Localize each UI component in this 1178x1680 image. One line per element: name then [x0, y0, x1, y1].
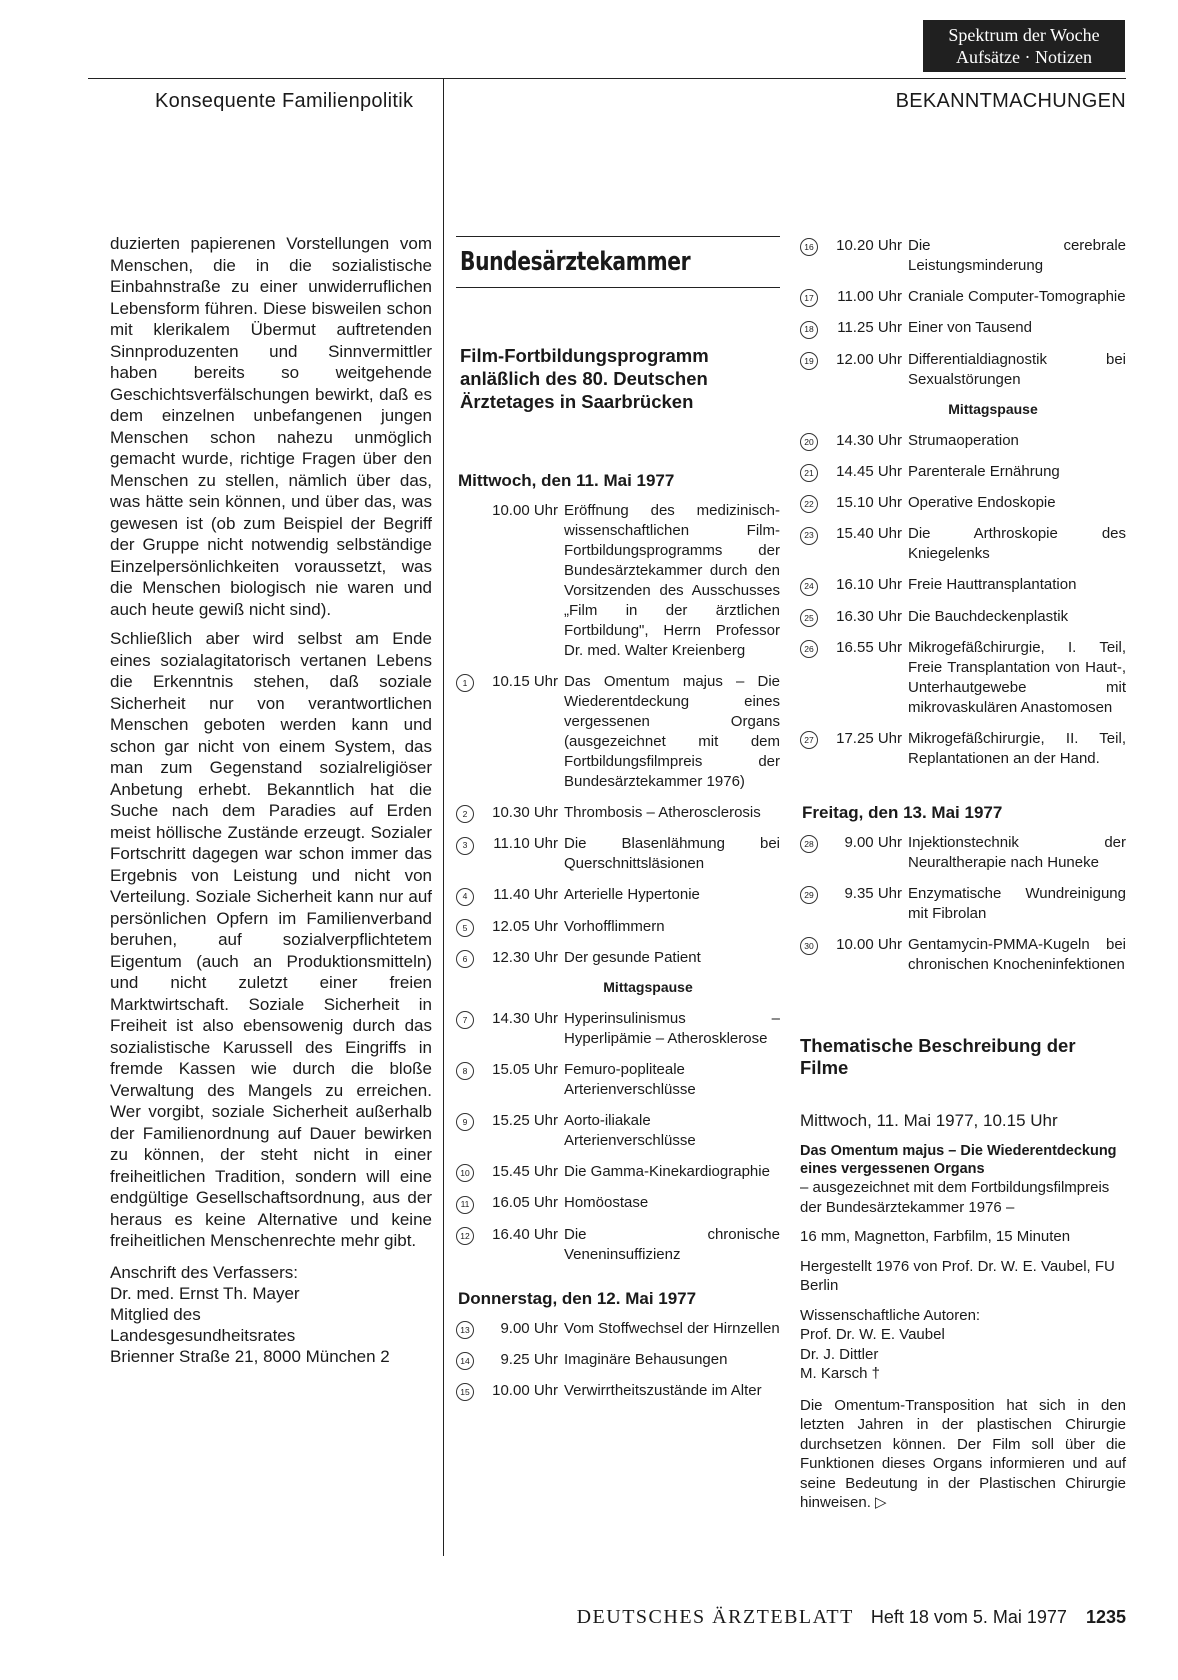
entry-title: Vom Stoffwechsel der Hirnzellen [564, 1319, 780, 1337]
badge-line-2: Aufsätze · Notizen [956, 47, 1092, 67]
entry-number: 18 [800, 321, 818, 339]
issue-info: Heft 18 vom 5. Mai 1977 [870, 1607, 1067, 1627]
entry-number: 24 [800, 578, 818, 596]
film-summary: Die Omentum-Transposition hat sich in den letzten Jahren in der plastischen Chirurgie durchsetzen können. Der Film soll über die Funktionen dieses Organs informieren und auf seine Bedeutung in der Plastischen Chirurgie hinweisen. ▷ [800, 1396, 1126, 1512]
program-entry [456, 1060, 780, 1100]
article-paragraph-1: duzierten papierenen Vorstellungen vom Menschen, die in die sozialistische Einbahnstraße zu einer unwiderruflichen Lebensform führen. Diese bisweilen schon mit klerikalem Übermut auftretenden Sinnproduzenten und Sinnvermittler haben bereits so weitgehende Geschichtsverfälschungen bewirkt, daß es dem einzelnen unbefangenen jungen Menschen schon nahezu unmöglich gemacht wurde, richtige Fragen über den Menschen zu stellen, nämlich über das, was hätte sein können, und über das, was gewesen ist (ob zum Beispiel der Begriff der Gruppe nicht notwendig selbständige Einzelpersönlichkeiten voraussetzt, was die Menschen biologisch nie waren und auch heute gewiß nicht sind). [110, 234, 432, 619]
entry-title: Die Gamma-Kinekardiographie [564, 1163, 770, 1180]
entry-number: 21 [800, 464, 818, 482]
program-entry [800, 236, 1126, 276]
entry-title: Das Omentum majus – Die Wiederentdeckung eines vergessenen Organs (ausgezeichnet mit dem Fortbildungsfilmpreis der Bundesärztekammer 1976) [564, 673, 780, 790]
entry-time: 14.45 Uhr [836, 462, 902, 480]
program-entry [456, 1225, 780, 1265]
entry-time: 11.00 Uhr [837, 288, 902, 305]
entry-time: 10.15 Uhr [492, 673, 558, 690]
program-entry [456, 1009, 780, 1049]
program-entry [800, 524, 1126, 564]
entry-time: 15.45 Uhr [492, 1163, 558, 1180]
authors-list [800, 1325, 1126, 1384]
entry-title: Differentialdiagnostik bei Sexualstörungen [908, 350, 1126, 388]
program-entry [456, 1193, 780, 1213]
program-entry [456, 1319, 780, 1339]
entry-time: 15.10 Uhr [836, 494, 902, 511]
entry-title: Gentamycin-PMMA-Kugeln bei chronischen Knocheninfektionen [908, 935, 1126, 973]
entry-time: 17.25 Uhr [836, 729, 902, 747]
program-entry [800, 493, 1126, 513]
description-heading: Thematische Beschreibung der Filme [800, 1034, 1076, 1078]
program-entry [800, 935, 1126, 975]
entry-number: 20 [800, 433, 818, 451]
entry-title: Homöostase [564, 1194, 649, 1212]
description-dateline: Mittwoch, 11. Mai 1977, 10.15 Uhr [800, 1110, 1058, 1130]
film-title: Das Omentum majus – Die Wiederentdeckung eines vergessenen Organs [800, 1143, 1117, 1178]
entry-number: 5 [456, 919, 474, 937]
entry-title: Injektionstechnik der Neuraltherapie nach Huneke [908, 833, 1126, 871]
entry-title: Enzymatische Wundreinigung mit Fibrolan [908, 884, 1126, 922]
entry-title: Die chronische Veneninsuffizienz [564, 1225, 780, 1263]
program-entry [800, 638, 1126, 718]
entry-number: 28 [800, 835, 818, 853]
entry-time: 14.30 Uhr [492, 1010, 558, 1027]
entry-number: 12 [456, 1227, 474, 1245]
entry-time: 9.00 Uhr [844, 833, 902, 851]
entry-number: 8 [456, 1062, 474, 1080]
entry-time: 14.30 Uhr [836, 431, 902, 449]
entry-time: 10.00 Uhr [492, 502, 558, 519]
author-address [110, 1262, 432, 1367]
entry-time: 11.25 Uhr [837, 319, 902, 337]
film-award: – ausgezeichnet mit dem Fortbildungsfilmpreis der Bundesärztekammer 1976 – [800, 1179, 1110, 1216]
program-entry [800, 884, 1126, 924]
entry-time: 9.35 Uhr [844, 884, 902, 902]
entry-number: 15 [456, 1383, 474, 1401]
entry-time: 10.00 Uhr [492, 1382, 558, 1399]
program-entry [800, 431, 1126, 451]
program-entry [800, 318, 1126, 338]
program-entry [456, 803, 780, 823]
program-entry [800, 729, 1126, 769]
entry-time: 9.25 Uhr [500, 1350, 558, 1368]
program-entry [800, 575, 1126, 595]
entry-title: Die Arthroskopie des Kniegelenks [908, 525, 1126, 563]
page-number: 1235 [1085, 1607, 1126, 1627]
entry-time: 9.00 Uhr [500, 1319, 558, 1337]
entry-time: 16.10 Uhr [836, 576, 902, 594]
program-entry [800, 607, 1126, 627]
entry-title: Vorhofflimmern [564, 917, 665, 935]
entry-number: 7 [456, 1011, 474, 1029]
entry-title: Die Bauchdeckenplastik [908, 607, 1069, 625]
entry-number: 14 [456, 1352, 474, 1370]
entry-title: Einer von Tausend [908, 319, 1032, 337]
entry-number: 22 [800, 495, 818, 513]
program-entry [456, 1162, 780, 1182]
entry-title: Hyperinsulinismus – Hyperlipämie – Atherosklerose [564, 1010, 780, 1047]
entry-time: 10.20 Uhr [836, 237, 902, 254]
entry-number: 3 [456, 837, 474, 855]
lunch-break-label: Mittagspause [603, 979, 693, 995]
program-entry [800, 462, 1126, 482]
entry-number [456, 501, 480, 661]
entry-time: 12.05 Uhr [492, 917, 558, 935]
film-format: 16 mm, Magnetton, Farbfilm, 15 Minuten [800, 1228, 1071, 1246]
entry-time: 12.00 Uhr [836, 350, 902, 368]
entry-time: 16.05 Uhr [492, 1194, 558, 1212]
address-line: Mitglied des [110, 1304, 201, 1324]
lunch-break-label: Mittagspause [948, 400, 1038, 417]
entry-number: 11 [456, 1196, 474, 1214]
entry-number: 27 [800, 731, 818, 749]
page-footer [577, 1606, 1126, 1629]
entry-time: 15.25 Uhr [492, 1112, 558, 1129]
running-head-right: BEKANNTMACHUNGEN [895, 90, 1126, 112]
entry-time: 11.40 Uhr [493, 886, 558, 904]
address-line: Dr. med. Ernst Th. Mayer [110, 1283, 300, 1303]
entry-number: 17 [800, 289, 818, 307]
entry-title: Arterielle Hypertonie [564, 886, 700, 904]
masthead [456, 236, 780, 288]
entry-title: Die cerebrale Leistungsminderung [908, 237, 1126, 274]
header-rule [88, 78, 1126, 79]
entry-number: 30 [800, 937, 818, 955]
program-column-1 [456, 236, 780, 1412]
entry-title: Femuro-popliteale Arterienverschlüsse [564, 1061, 696, 1098]
entry-time: 16.40 Uhr [492, 1225, 558, 1243]
entry-time: 15.05 Uhr [492, 1061, 558, 1078]
journal-name: DEUTSCHES ÄRZTEBLATT [576, 1606, 854, 1628]
section-badge [923, 20, 1125, 72]
day-heading-wednesday: Mittwoch, den 11. Mai 1977 [458, 471, 675, 490]
article-column [110, 233, 432, 1367]
author-name: M. Karsch † [800, 1365, 881, 1383]
entry-number: 29 [800, 886, 818, 904]
entry-title: Parenterale Ernährung [908, 462, 1060, 480]
entry-number: 2 [456, 805, 474, 823]
article-paragraph-2: Schließlich aber wird selbst am Ende eines sozialagitatorisch vertanen Lebens die Erkenntnis stehen, daß soziale Sicherheit nur von verantwortlichen Menschen geboten werden kann und schon gar nicht von einem System, das man zum Gegenstand sozialreligiöser Anbetung erhebt. Bekanntlich hat die Suche nach dem Paradies auf Erden meist höllische Zustände erzeugt. Sozialer Fortschritt dagegen war schon immer das Ergebnis von Leistung und nicht von Verteilung. Soziale Sicherheit kann nur auf persönlichen Opfern im Familienverband beruhen, auf sozialverpflichtetem Eigentum (auch an Produktionsmitteln) und nicht zuletzt einer freien Marktwirtschaft. Soziale Sicherheit in Freiheit ist also ebensowenig durch das sozialistische Karussell des Eingriffs in fremde Kassen wie durch die bloße Verwaltung des Mangels zu erreichen. Wer vorgibt, soziale Sicherheit außerhalb der Familienordnung auf Dauer bewirken zu können, der steht nicht in einer freiheitlichen Tradition, sondern will eine endgültige Gesellschaftsordnung, aus der heraus es keine Alternative und keine freiheitlichen Menschenrechte mehr gibt. [110, 629, 432, 1250]
program-entry [456, 1111, 780, 1151]
authors-label: Wissenschaftliche Autoren: [800, 1306, 981, 1324]
day-heading-thursday: Donnerstag, den 12. Mai 1977 [458, 1288, 697, 1308]
entry-number: 13 [456, 1321, 474, 1339]
entry-number: 6 [456, 950, 474, 968]
program-entry [456, 1381, 780, 1401]
entry-title: Strumaoperation [908, 431, 1019, 449]
entry-title: Operative Endoskopie [908, 494, 1056, 511]
author-name: Dr. J. Dittler [800, 1345, 879, 1363]
entry-time: 11.10 Uhr [493, 835, 558, 853]
entry-title: Thrombosis – Atherosclerosis [564, 804, 761, 821]
program-entry [456, 501, 780, 661]
program-column-2 [800, 236, 1126, 1523]
entry-title: Freie Hauttransplantation [908, 576, 1077, 594]
masthead-title: Bundesärztekammer [460, 247, 691, 277]
address-line: Landesgesundheitsrates [110, 1325, 296, 1345]
entry-time: 16.30 Uhr [836, 607, 902, 625]
badge-line-1: Spektrum der Woche [948, 25, 1100, 45]
address-line: Brienner Straße 21, 8000 München 2 [110, 1346, 390, 1366]
program-entry [800, 287, 1126, 307]
entry-number: 9 [456, 1113, 474, 1131]
entry-time: 10.30 Uhr [492, 804, 558, 821]
entry-number: 26 [800, 640, 818, 658]
entry-number: 25 [800, 609, 818, 627]
entry-title: Imaginäre Behausungen [564, 1350, 728, 1368]
entry-title: Eröffnung des medizinisch-wissenschaftlichen Film-Fortbildungsprogramms der Bundesärztekammer durch den Vorsitzenden des Ausschusses „Film in der ärztlichen Fortbildung", Herrn Professor Dr. med. Walter Kreienberg [564, 502, 780, 659]
program-entry [456, 672, 780, 792]
entry-number: 19 [800, 352, 818, 370]
program-entry [456, 1350, 780, 1370]
entry-time: 15.40 Uhr [836, 525, 902, 543]
program-entry [800, 833, 1126, 873]
entry-title: Der gesunde Patient [564, 948, 701, 966]
address-line: Anschrift des Verfassers: [110, 1262, 299, 1282]
entry-time: 16.55 Uhr [836, 638, 902, 656]
program-entry [800, 350, 1126, 390]
entry-number: 16 [800, 238, 818, 256]
program-entry [456, 834, 780, 874]
entry-title: Verwirrtheitszustände im Alter [564, 1382, 762, 1399]
entry-title: Craniale Computer-Tomographie [908, 288, 1126, 305]
program-entry [456, 885, 780, 905]
entry-time: 10.00 Uhr [836, 935, 902, 953]
entry-title: Mikrogefäßchirurgie, II. Teil, Replantationen an der Hand. [908, 729, 1126, 767]
film-producer: Hergestellt 1976 von Prof. Dr. W. E. Vaubel, FU Berlin [800, 1257, 1115, 1295]
entry-number: 1 [456, 674, 474, 692]
entry-title: Aorto-iliakale Arterienverschlüsse [564, 1112, 696, 1149]
entry-title: Mikrogefäßchirurgie, I. Teil, Freie Transplantation von Haut-, Unterhautgewebe mit mikrovaskulären Anastomosen [908, 638, 1126, 716]
film-description [800, 1111, 1126, 1513]
entry-time: 12.30 Uhr [492, 948, 558, 966]
column-divider [443, 79, 444, 1556]
program-entry [456, 948, 780, 968]
day-heading-friday: Freitag, den 13. Mai 1977 [802, 802, 1003, 822]
entry-title: Die Blasenlähmung bei Querschnittsläsionen [564, 835, 780, 873]
running-head-left: Konsequente Familienpolitik [155, 90, 414, 112]
program-entry [456, 917, 780, 937]
entry-number: 23 [800, 527, 818, 545]
entry-number: 4 [456, 888, 474, 906]
entry-number: 10 [456, 1164, 474, 1182]
program-title: Film-Fortbildungsprogramm anläßlich des 80. Deutschen Ärztetages in Saarbrücken [460, 345, 709, 412]
author-name: Prof. Dr. W. E. Vaubel [800, 1326, 945, 1344]
